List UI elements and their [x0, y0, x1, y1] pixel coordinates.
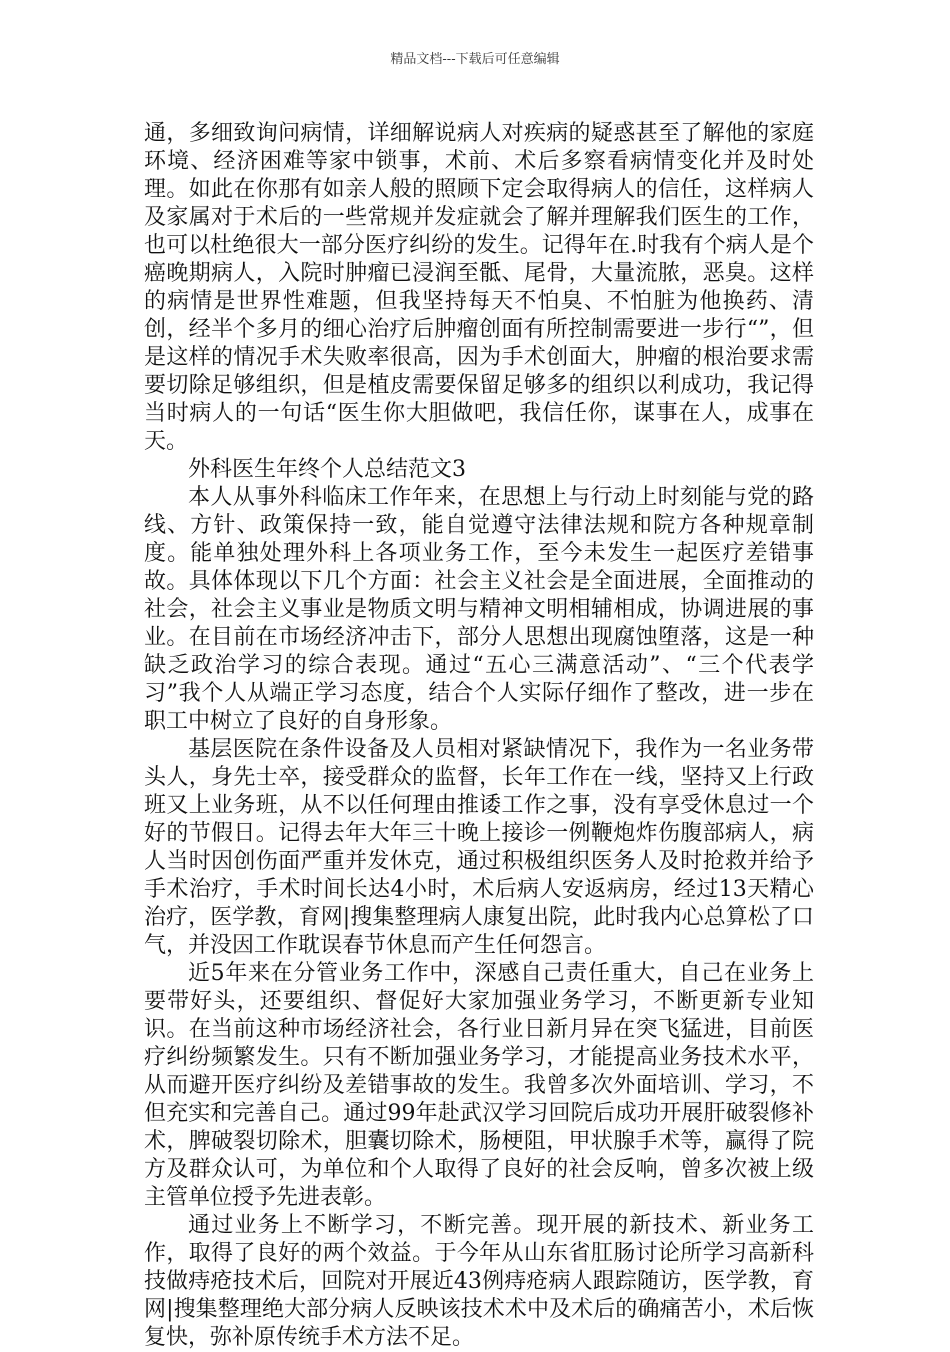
page-header: 精品文档---下载后可任意编辑 — [390, 52, 560, 67]
paragraph: 基层医院在条件设备及人员相对紧缺情况下，我作为一名业务带头人，身先士卒，接受群众的监督，长年工作在一线，坚持又上行政班又上业务班，从不以任何理由推诿工作之事，没有享受休息过一个好的节假日。记得去年大年三十晚上接诊一例鞭炮炸伤腹部病人，病人当时因创伤面严重并发休克，通过积极组织医务人及时抢救并给予手术治疗，手术时间长达4小时，术后病人安返病房，经过13天精心治疗，医学教，育网|搜集整理病人康复出院，此时我内心总算松了口气，并没因工作耽误春节休息而产生任何怨言。 — [144, 737, 814, 958]
document-body — [144, 120, 814, 1352]
paragraph-continued: 通，多细致询问病情，详细解说病人对疾病的疑惑甚至了解他的家庭环境、经济困难等家中锁事，术前、术后多察看病情变化并及时处理。如此在你那有如亲人般的照顾下定会取得病人的信任，这样病人及家属对于术后的一些常规并发症就会了解并理解我们医生的工作，也可以杜绝很大一部分医疗纠纷的发生。记得年在.时我有个病人是个癌晚期病人，入院时肿瘤已浸润至骶、尾骨，大量流脓，恶臭。这样的病情是世界性难题，但我坚持每天不怕臭、不怕脏为他换药、清创，经半个多月的细心治疗后肿瘤创面有所控制需要进一步行“”，但是这样的情况手术失败率很高，因为手术创面大，肿瘤的根治要求需要切除足够组织，但是植皮需要保留足够多的组织以利成功，我记得当时病人的一句话“医生你大胆做吧，我信任你，谋事在人，成事在天。 — [144, 121, 814, 454]
paragraph: 近5年来在分管业务工作中，深感自己责任重大，自己在业务上要带好头，还要组织、督促好大家加强业务学习，不断更新专业知识。在当前这种市场经济社会，各行业日新月异在突飞猛进，目前医疗纠纷频繁发生。只有不断加强业务学习，才能提高业务技术水平，从而避开医疗纠纷及差错事故的发生。我曾多次外面培训、学习，不但充实和完善自己。通过99年赴武汉学习回院后成功开展肝破裂修补术，脾破裂切除术，胆囊切除术，肠梗阻，甲状腺手术等，赢得了院方及群众认可，为单位和个人取得了良好的社会反响，曾多次被上级主管单位授予先进表彰。 — [144, 961, 814, 1210]
section-heading: 外科医生年终个人总结范文3 — [188, 457, 466, 482]
paragraph: 通过业务上不断学习，不断完善。现开展的新技术、新业务工作，取得了良好的两个效益。于今年从山东省肛肠讨论所学习高新科技做痔疮技术后，回院对开展近43例痔疮病人跟踪随访，医学教，育网|搜集整理绝大部分病人反映该技术术中及术后的确痛苦小，术后恢复快，弥补原传统手术方法不足。 — [144, 1213, 814, 1350]
paragraph: 本人从事外科临床工作年来，在思想上与行动上时刻能与党的路线、方针、政策保持一致，能自觉遵守法律法规和院方各种规章制度。能单独处理外科上各项业务工作，至今未发生一起医疗差错事故。具体体现以下几个方面：社会主义社会是全面进展，全面推动的社会，社会主义事业是物质文明与精神文明相辅相成，协调进展的事业。在目前在市场经济冲击下，部分人思想出现腐蚀堕落，这是一种缺乏政治学习的综合表现。通过“五心三满意活动”、“三个代表学习”我个人从端正学习态度，结合个人实际仔细作了整改，进一步在职工中树立了良好的自身形象。 — [144, 485, 814, 734]
